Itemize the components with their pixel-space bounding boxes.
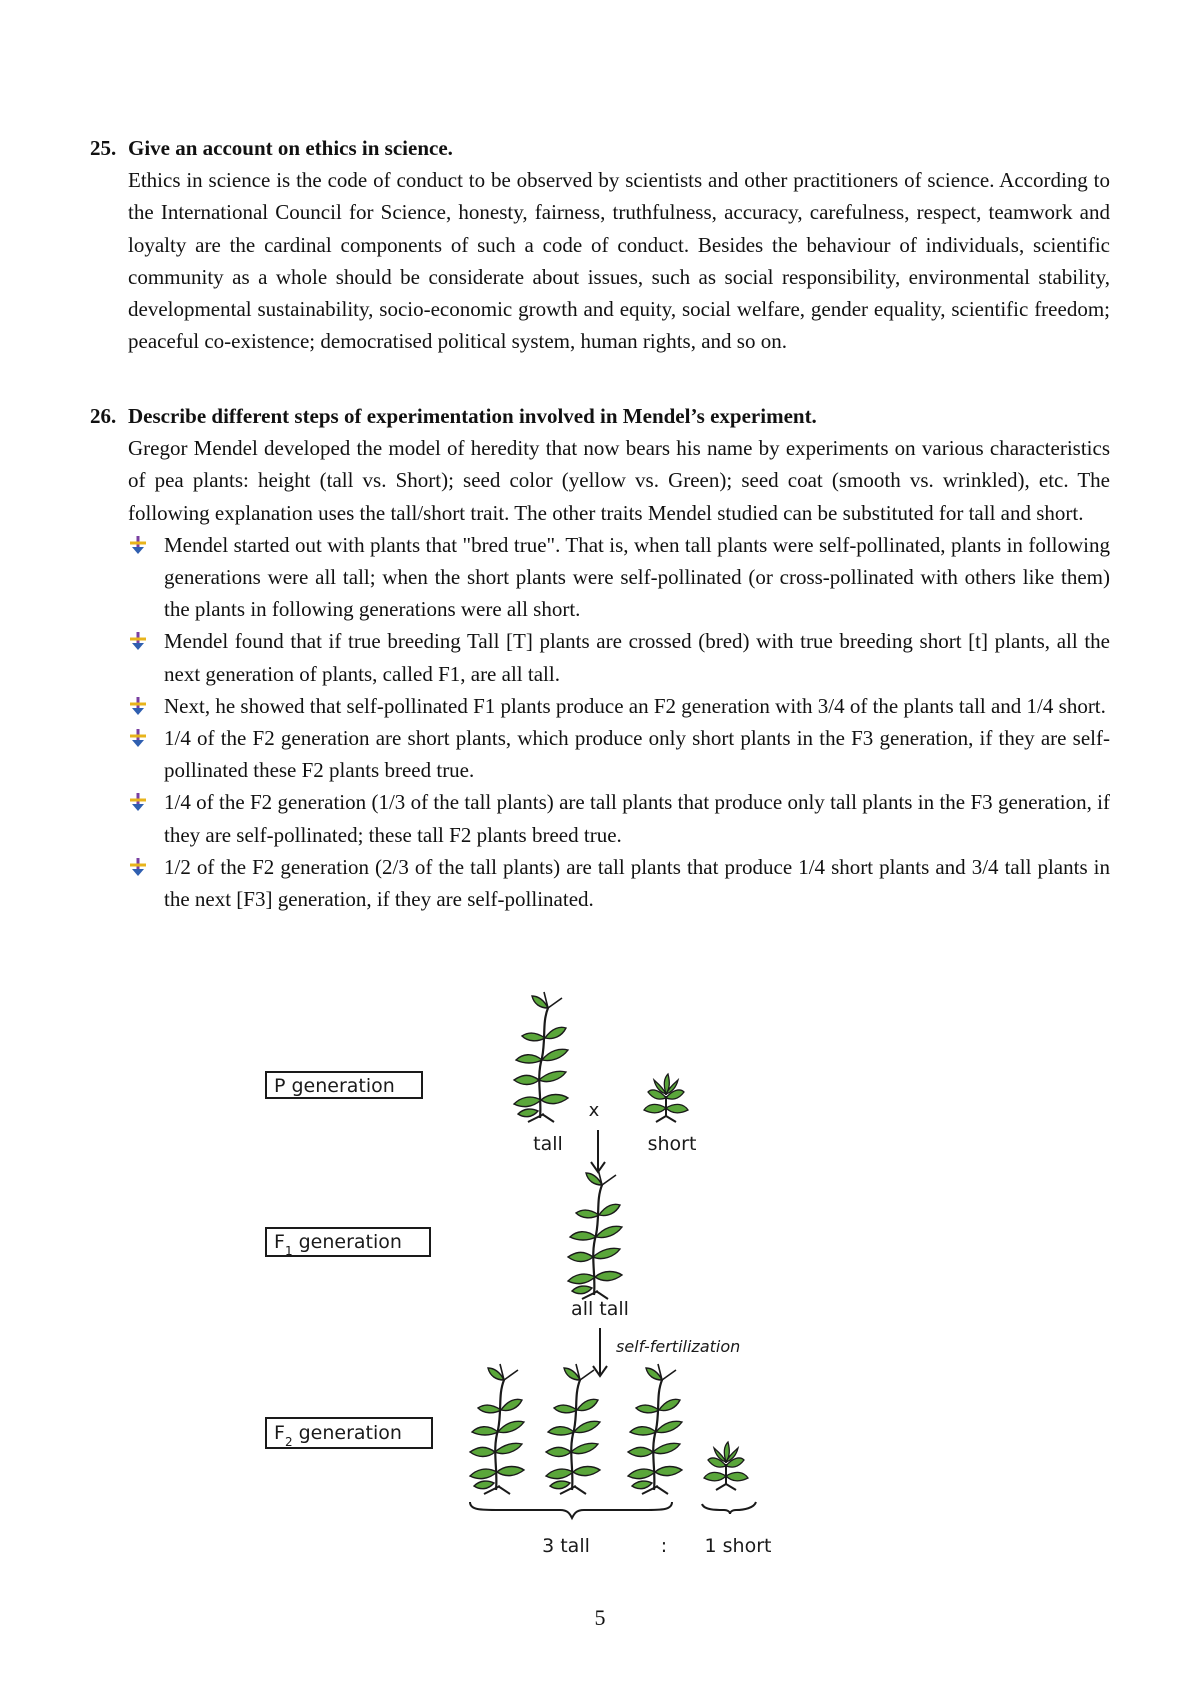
arrow-down-bullet-icon	[128, 857, 148, 877]
arrow-down-bullet-icon	[128, 535, 148, 555]
bullet-text: 1/4 of the F2 generation are short plants, which produce only short plants in the F3 generation, if they are self- pollinated these F2 plants breed true.	[164, 726, 1110, 783]
list-item	[128, 786, 1110, 850]
f1-generation-label: $F_1$ generation	[274, 1231, 402, 1258]
question-25-title	[90, 132, 1110, 164]
list-item	[128, 690, 1110, 722]
self-fertilization-label: self-fertilization	[616, 1337, 741, 1356]
bullet-text: Next, he showed that self-pollinated F1 plants produce an F2 generation with 3/4 of the plants tall and 1/4 short.	[164, 693, 1106, 718]
short-plant-icon	[704, 1442, 748, 1490]
tall-brace	[470, 1502, 672, 1518]
arrow-down-bullet-icon	[128, 728, 148, 748]
bullet-text: 1/4 of the F2 generation (1/3 of the tall plants) are tall plants that produce only tall plants in the F3 generation, if they are self-pollinated; these tall F2 plants breed true.	[164, 790, 1110, 847]
tall-plant-icon	[470, 1364, 524, 1494]
list-item	[128, 529, 1110, 626]
arrow-down-bullet-icon	[128, 792, 148, 812]
cross-symbol: x	[588, 1100, 600, 1121]
mendel-cross-diagram	[0, 990, 1200, 1590]
question-title-text: Give an account on ethics in science.	[128, 136, 453, 160]
tall-plant-icon	[514, 992, 568, 1122]
short-plant-icon	[644, 1074, 688, 1122]
p-generation-label: P generation	[274, 1075, 395, 1097]
bullet-text: Mendel found that if true breeding Tall [T] plants are crossed (bred) with true breeding short [t] plants, all the next generation of plants, called F1, are all tall.	[164, 629, 1110, 686]
short-brace	[702, 1502, 756, 1514]
question-title-text: Describe different steps of experimentation involved in Mendel’s experiment.	[128, 404, 817, 428]
all-tall-label: all tall	[571, 1298, 629, 1320]
bullet-text: 1/2 of the F2 generation (2/3 of the tall plants) are tall plants that produce 1/4 short plants and 3/4 tall plants in the next [F3] generation, if they are self-pollinated.	[164, 854, 1110, 912]
list-item	[128, 851, 1110, 915]
question-26-intro: Gregor Mendel developed the model of heredity that now bears his name by experiments on various characteristics of pea plants: height (tall vs. Short); seed color (yellow vs. Green); seed coat (smooth vs. wrinkled), etc. The following explanation uses the tall/short trait. The other traits Mendel studied can be substituted for tall and short.	[128, 436, 1110, 525]
tall-plant-icon	[628, 1364, 682, 1494]
list-item	[128, 625, 1110, 689]
question-26-title	[90, 400, 1110, 432]
tall-label: tall	[533, 1133, 563, 1155]
question-number: 26.	[90, 404, 117, 428]
ratio-colon: :	[660, 1535, 668, 1557]
arrow-down-bullet-icon	[128, 696, 148, 716]
bullet-list	[90, 529, 1110, 915]
down-arrow-icon	[593, 1328, 607, 1376]
question-25-answer: Ethics in science is the code of conduct to be observed by scientists and other practitioners of science. According to the International Council for Science, honesty, fairness, truthfulness, accuracy, carefulness, respect, teamwork and loyalty are the cardinal components of such a code of conduct. Besides the behaviour of individuals, scientific community as a whole should be considerate about issues, such as social responsibility, environmental stability, developmental sustainability, socio-economic growth and equity, social welfare, gender equality, scientific freedom; peaceful co-existence; democratised political system, human rights, and so on.	[128, 168, 1110, 354]
three-tall-label: 3 tall	[542, 1535, 590, 1557]
arrow-down-bullet-icon	[128, 631, 148, 651]
one-short-label: 1 short	[704, 1535, 772, 1557]
list-item	[128, 722, 1110, 786]
f2-generation-label: $F_2$ generation	[274, 1422, 402, 1449]
question-25	[90, 132, 1110, 357]
short-label: short	[647, 1133, 697, 1155]
bullet-text: Mendel started out with plants that "bred true". That is, when tall plants were self-pollinated, plants in following generations were all tall; when the short plants were self-pollinated (or cross-pollinated with others like them) the plants in following generations were all short.	[164, 532, 1110, 622]
down-arrow-icon	[591, 1130, 605, 1172]
question-26	[90, 400, 1110, 915]
tall-plant-icon	[546, 1364, 600, 1494]
tall-plant-icon	[568, 1169, 622, 1299]
page-number: 5	[594, 1605, 606, 1630]
question-number: 25.	[90, 136, 117, 160]
